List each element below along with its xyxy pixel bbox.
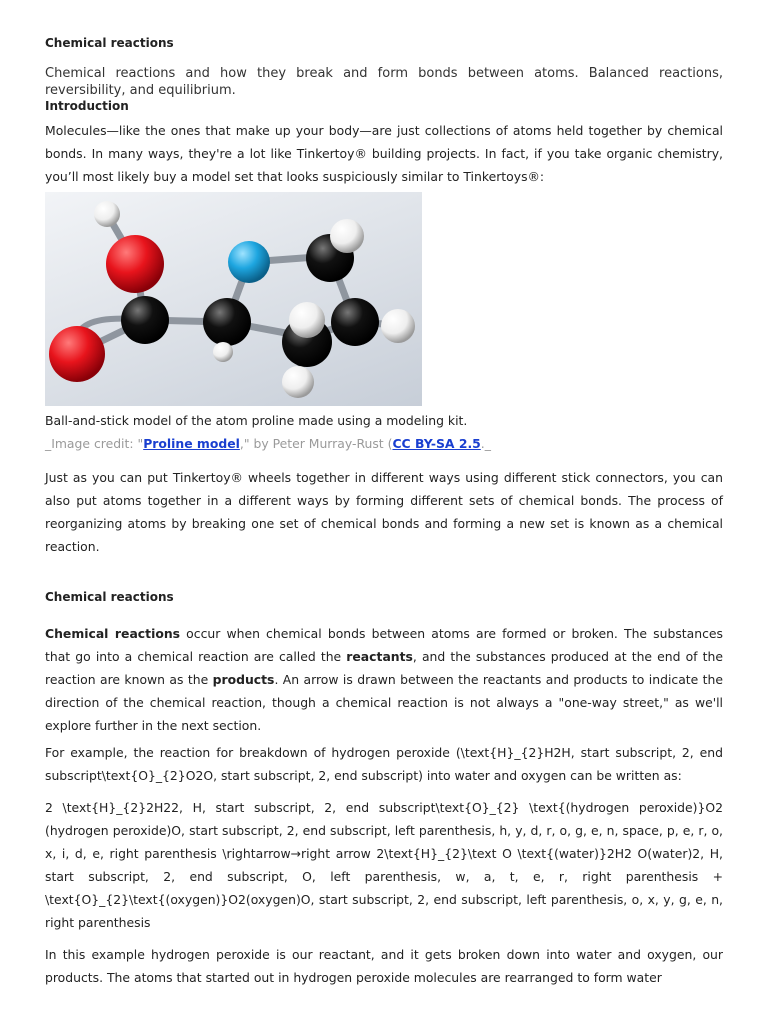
oxygen-atom-lower <box>49 326 105 382</box>
term-reactants: reactants <box>346 649 413 664</box>
hydrogen-atom-bottom <box>282 366 314 398</box>
nitrogen-atom <box>228 241 270 283</box>
definition-text-3: . An arrow is drawn between the reactants and products to indicate the direction of the chemical reaction, though a chemical reaction is not always a "one-way street," as we'll explore further in the next section. <box>45 672 724 733</box>
intro-paragraph: Molecules—like the ones that make up your body—are just collections of atoms held together by chemical bonds. In many ways, they're a lot like Tinkertoy® building projects. In fact, if you take organic chemistry, you’ll most likely buy a model set that looks suspiciously similar to Tinkertoys®: <box>45 123 723 184</box>
hydrogen-atom-far-right <box>381 309 415 343</box>
hydrogen-atom-top <box>94 201 120 227</box>
credit-middle: ," by Peter Murray-Rust ( <box>239 436 393 451</box>
hydrogen-atom-center-down <box>213 342 233 362</box>
proline-model-image <box>45 192 422 406</box>
ball-and-stick-illustration <box>45 192 422 406</box>
document-subtitle: Chemical reactions and how they break and form bonds between atoms. Balanced reactions, reversibility, and equilibrium. <box>45 66 723 98</box>
definition-text-1: occur when chemical bonds between atoms are formed or broken. The substances that go into a chemical reaction are called the <box>45 626 724 664</box>
credit-prefix: _Image credit: " <box>45 436 144 451</box>
license-link[interactable]: CC BY-SA 2.5 <box>392 436 481 451</box>
carbon-atom-right <box>331 298 379 346</box>
document-title: Chemical reactions <box>45 36 174 50</box>
paragraph-example: For example, the reaction for breakdown of hydrogen peroxide (\text{H}_{2}H2H, start subscript, 2, end subscript\text{O}_{2}O2O, start subscript, 2, end subscript) into water and oxygen can be written as: <box>45 745 723 783</box>
carbon-atom-left <box>121 296 169 344</box>
oxygen-atom-upper <box>106 235 164 293</box>
section-heading: Chemical reactions <box>45 590 174 604</box>
carbon-atom-center <box>203 298 251 346</box>
image-credit <box>45 436 723 452</box>
proline-model-link[interactable]: Proline model <box>143 436 240 451</box>
term-chemical-reactions: Chemical reactions <box>45 626 181 641</box>
paragraph-reorganizing-atoms: Just as you can put Tinkertoy® wheels together in different ways using different stick connectors, you can also put atoms together in a different ways by forming different sets of chemical bonds. The process of reorganizing atoms by breaking one set of chemical bonds and forming a new set is known as a chemical reaction. <box>45 470 723 554</box>
paragraph-equation: 2 \text{H}_{2}2H22, H, start subscript, 2, end subscript\text{O}_{2} \text{(hydrogen peroxide)}O2 (hydrogen peroxide)O, start subscript, 2, end subscript, left parenthesis, h, y, d, r, o, g, e, n, space, p, e, r, o, x, i, d, e, right parenthesis \rightarrow→right arrow 2\text{H}_{2}\text O \text{(water)}2H2 O(water)2, H, start subscript, 2, end subscript, O, left parenthesis, w, a, t, e, r, right parenthesis + \text{O}_{2}\text{(oxygen)}O2(oxygen)O, start subscript, 2, end subscript, left parenthesis, o, x, y, g, e, n, right parenthesis <box>45 800 723 930</box>
paragraph-definitions <box>45 622 723 737</box>
introduction-heading: Introduction <box>45 99 129 113</box>
paragraph-explanation: In this example hydrogen peroxide is our reactant, and it gets broken down into water and oxygen, our products. The atoms that started out in hydrogen peroxide molecules are rearranged to form water <box>45 947 723 985</box>
definition-text-2: , and the substances produced at the end of the reaction are known as the <box>45 649 723 687</box>
hydrogen-atom-upper-right <box>330 219 364 253</box>
hydrogen-atom-lower-top <box>289 302 325 338</box>
credit-suffix: ._ <box>480 436 491 451</box>
figure-caption: Ball-and-stick model of the atom proline made using a modeling kit. <box>45 413 468 428</box>
term-products: products <box>212 672 275 687</box>
